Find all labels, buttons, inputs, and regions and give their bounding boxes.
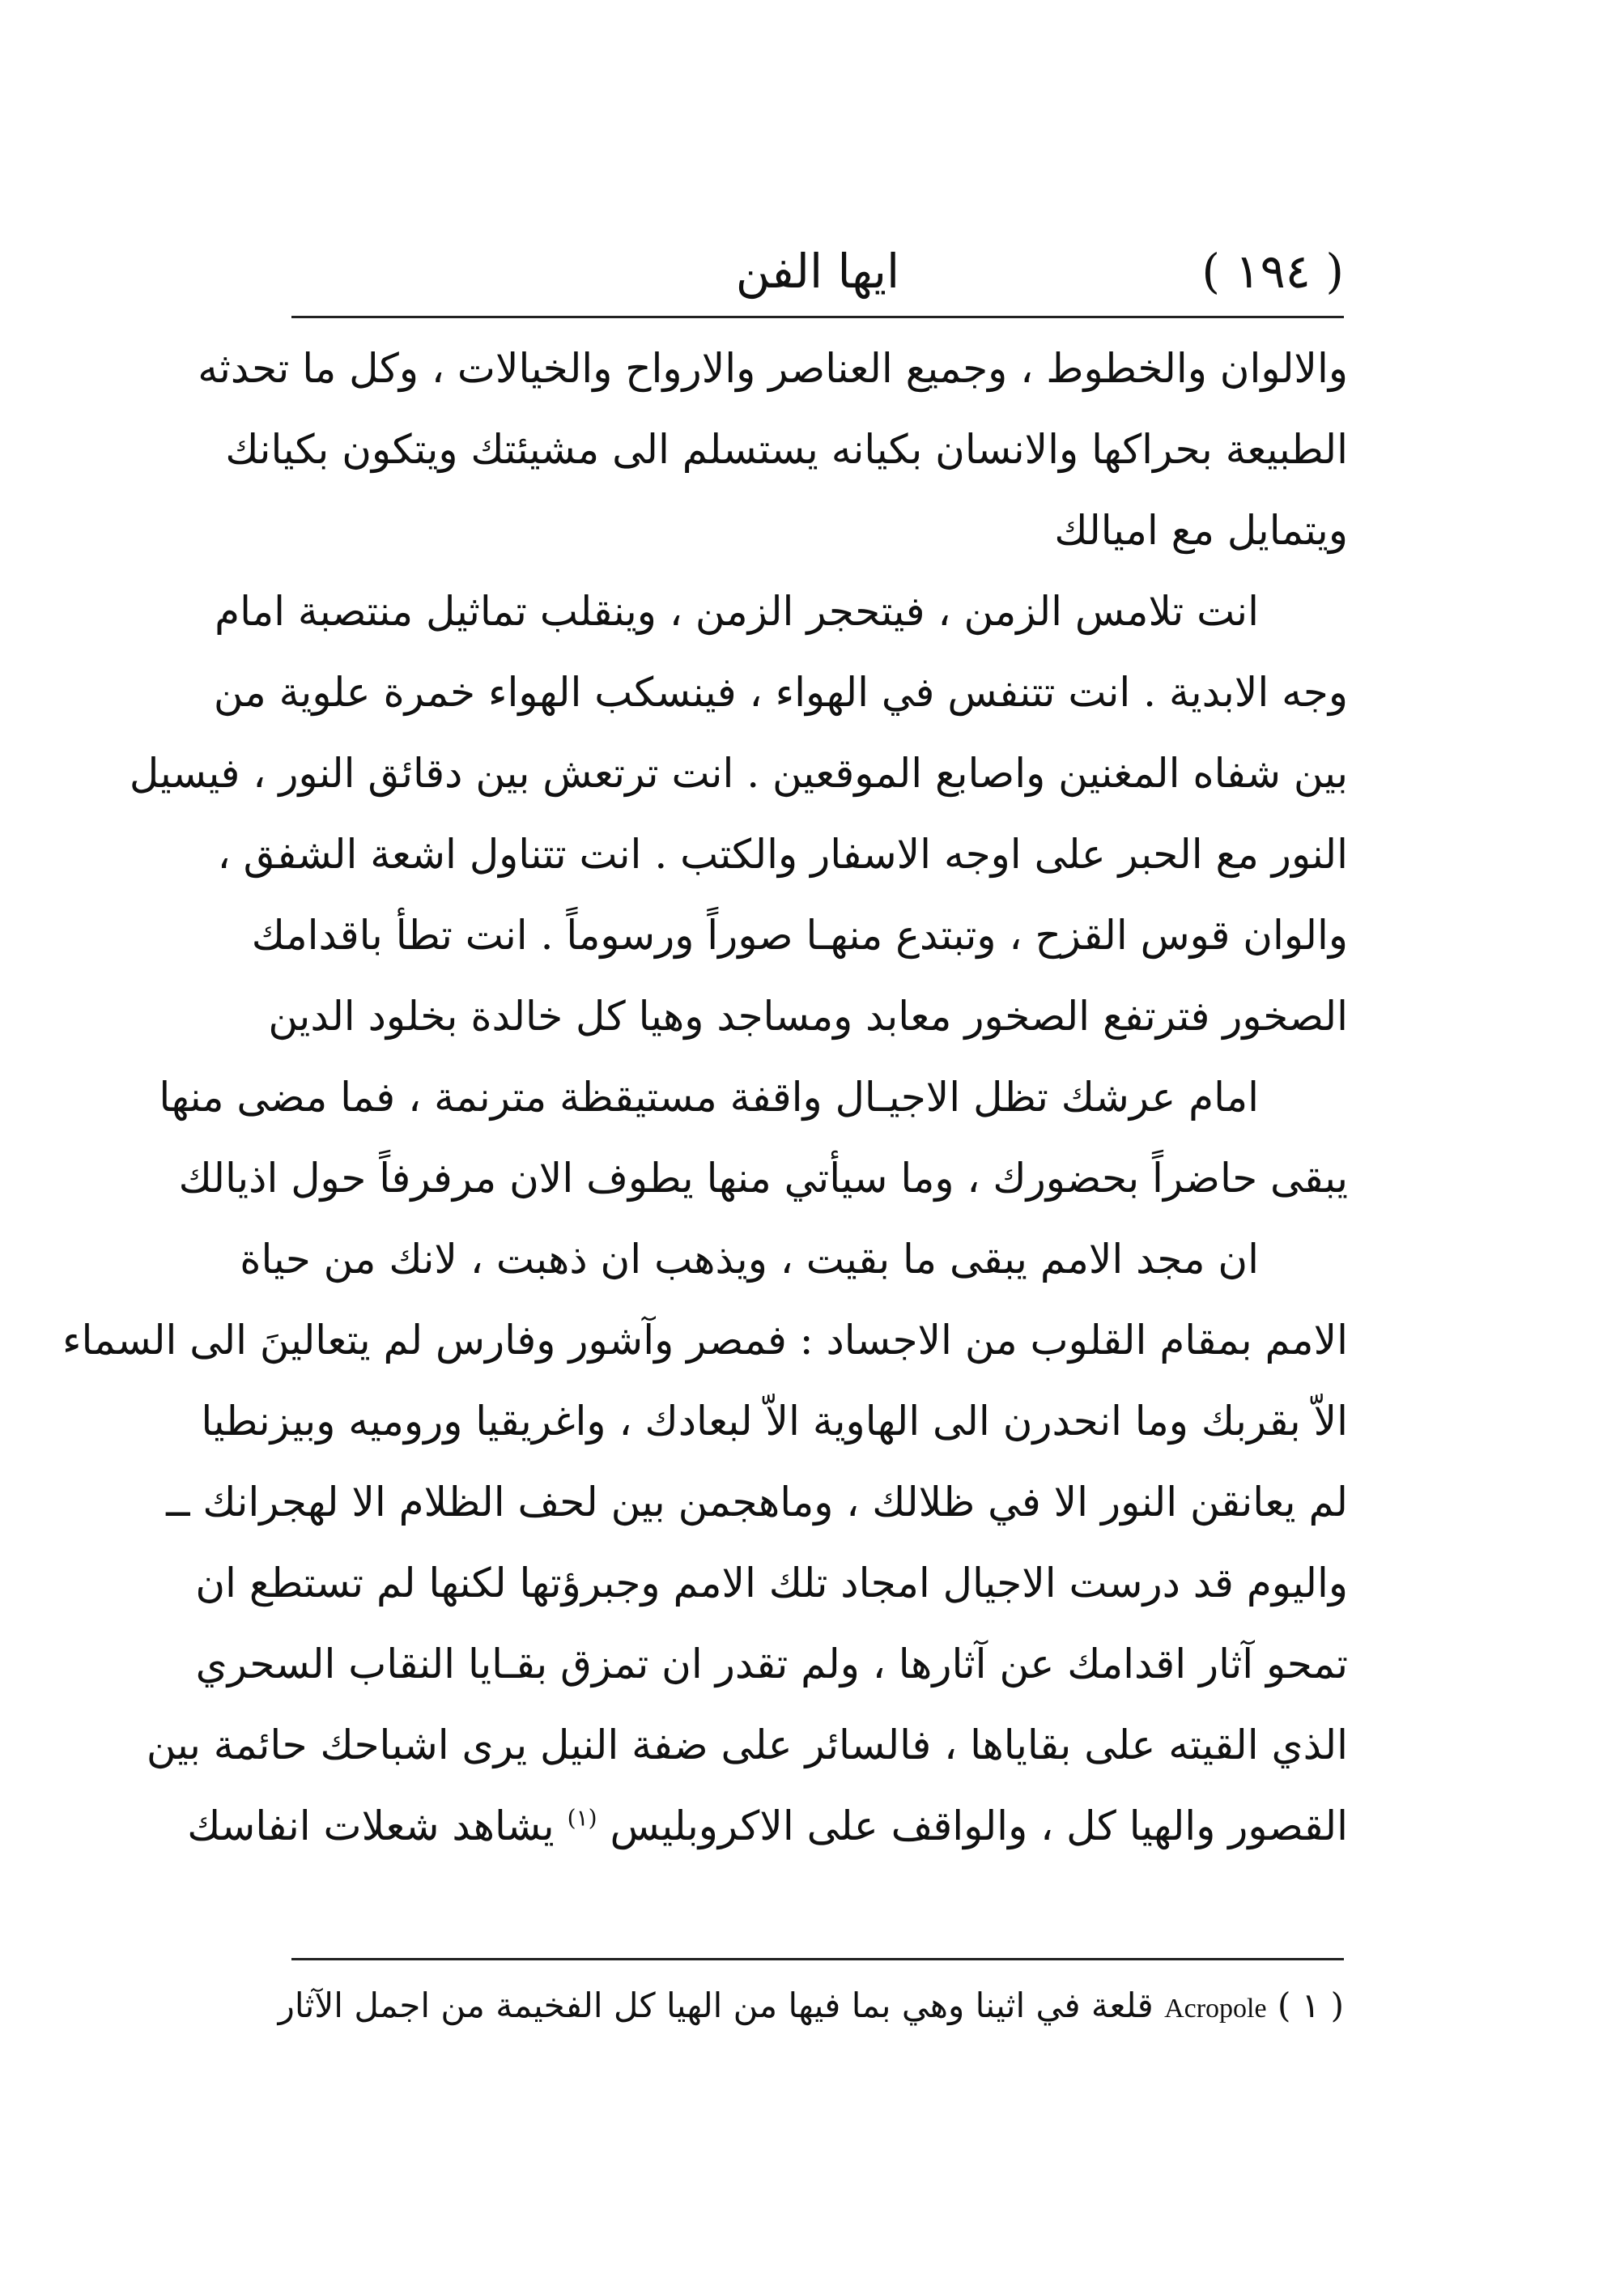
body-text (62, 328, 1348, 1866)
text-line-with-footnote-ref (187, 1785, 1348, 1866)
text-line: وجه الابدية . انت تتنفس في الهواء ، فينسكب الهواء خمرة علوية من (213, 669, 1348, 716)
text-line: النور مع الحبر على اوجه الاسفار والكتب . انت تتناول اشعة الشفق ، (217, 831, 1348, 878)
text-line: بين شفاه المغنين واصابع الموقعين . انت ترتعش بين دقائق النور ، فيسيل (129, 750, 1348, 797)
running-title: ايها الفن (735, 244, 900, 299)
text-line: الامم بمقام القلوب من الاجساد : فمصر وآشور وفارس لم يتعالينَ الى السماء (62, 1317, 1348, 1364)
footnote-text: قلعة في اثينا وهي بما فيها من الهيا كل الفخيمة من اجمل الآثار (278, 1985, 1154, 2025)
text-line: الاّ بقربك وما انحدرن الى الهاوية الاّ لبعادك ، واغريقيا وروميه وبيزنطيا (201, 1398, 1348, 1445)
footnote-reference: (١) (567, 1804, 597, 1832)
text-line-segment: القصور والهيا كل ، والواقف على الاكروبليس (610, 1802, 1348, 1849)
page-number: ( ١٩٤ ) (1201, 244, 1344, 299)
text-line: ان مجد الامم يبقى ما بقيت ، ويذهب ان ذهبت ، لانك من حياة (240, 1236, 1259, 1283)
text-line: الصخور فترتفع الصخور معابد ومساجد وهيا كل خالدة بخلود الدين (268, 993, 1348, 1040)
text-line-segment: يشاهد شعلات انفاسك (187, 1802, 555, 1849)
text-line: ويتمايل مع اميالك (1054, 507, 1348, 554)
footnote-rule (291, 1958, 1344, 1960)
page-header (291, 235, 1344, 308)
text-line: تمحو آثار اقدامك عن آثارها ، ولم تقدر ان تمزق بقـايا النقاب السحري (195, 1641, 1348, 1688)
footnote-latin-term: Acropole (1164, 1994, 1267, 2024)
header-rule (291, 316, 1344, 318)
footnote (278, 1969, 1344, 2045)
text-line: لم يعانقن النور الا في ظلالك ، وماهجمن بين لحف الظلام الا لهجرانك ــ (166, 1479, 1348, 1526)
text-line: والوان قوس القزح ، وتبتدع منهـا صوراً ورسوماً . انت تطأ باقدامك (251, 912, 1348, 959)
text-line: الطبيعة بحراكها والانسان بكيانه يستسلم الى مشيئتك ويتكون بكيانك (225, 426, 1348, 473)
footnote-marker: ( ١ ) (1277, 1985, 1344, 2025)
text-line: والالوان والخطوط ، وجميع العناصر والارواح والخيالات ، وكل ما تحدثه (198, 345, 1348, 392)
text-line: واليوم قد درست الاجيال امجاد تلك الامم وجبرؤتها لكنها لم تستطع ان (195, 1560, 1348, 1607)
text-line: امام عرشك تظل الاجيـال واقفة مستيقظة مترنمة ، فما مضى منها (159, 1074, 1259, 1121)
text-line: الذي القيته على بقاياها ، فالسائر على ضفة النيل يرى اشباحك حائمة بين (146, 1722, 1348, 1768)
text-line: يبقى حاضراً بحضورك ، وما سيأتي منها يطوف الان مرفرفاً حول اذيالك (178, 1155, 1348, 1202)
text-line: انت تلامس الزمن ، فيتحجر الزمن ، وينقلب تماثيل منتصبة امام (215, 588, 1259, 635)
